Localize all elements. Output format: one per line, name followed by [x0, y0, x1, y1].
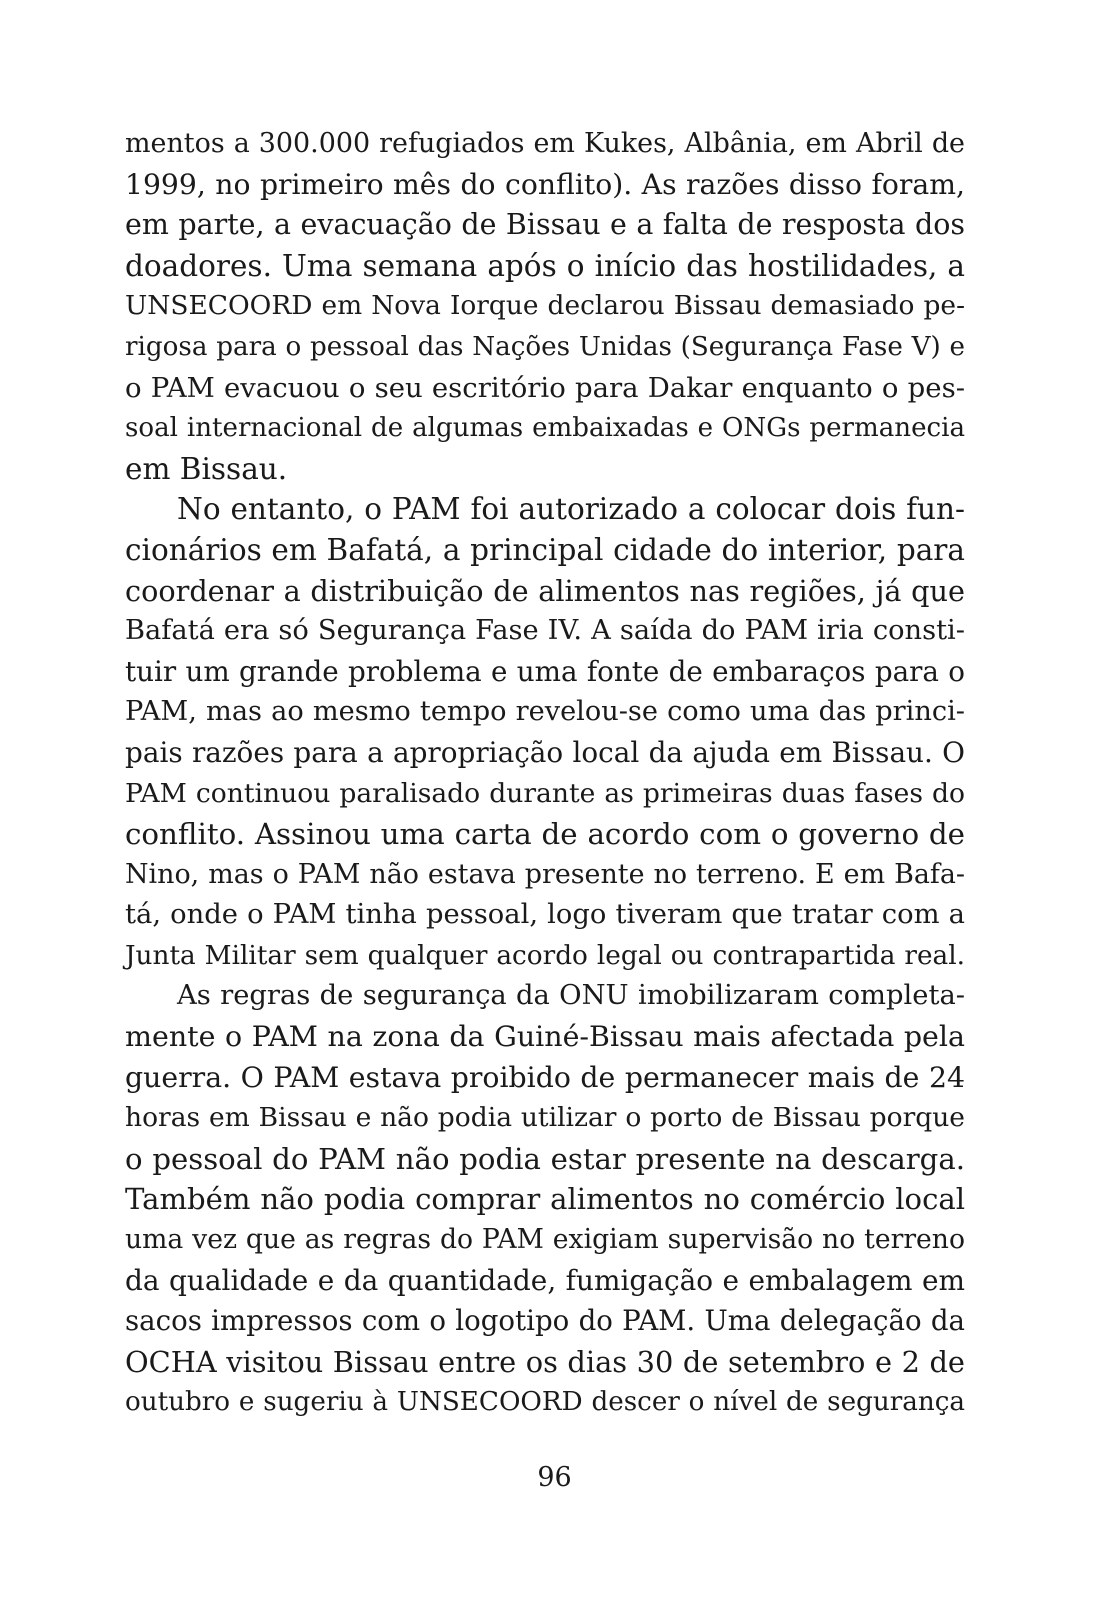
text-line: pais razões para a apropriação local da ajuda em Bissau. O [125, 735, 965, 769]
text-line: No entanto, o PAM foi autorizado a colocar dois fun- [177, 492, 965, 527]
text-line: tuir um grande problema e uma fonte de embaraços para o [125, 654, 965, 688]
text-line: da qualidade e da quantidade, fumigação e embalagem em [125, 1263, 965, 1297]
text-line: UNSECOORD em Nova Iorque declarou Bissau demasiado pe- [125, 290, 965, 322]
text-line: OCHA visitou Bissau entre os dias 30 de setembro e 2 de [125, 1344, 965, 1379]
text-line: o pessoal do PAM não podia estar presente na descarga. [125, 1141, 965, 1176]
text-line: PAM continuou paralisado durante as primeiras duas fases do [125, 777, 965, 809]
text-line: uma vez que as regras do PAM exigiam supervisão no terreno [125, 1224, 965, 1256]
text-line: tá, onde o PAM tinha pessoal, logo tiveram que tratar com a [125, 899, 965, 931]
text-line: guerra. O PAM estava proibido de permanecer mais de 24 [125, 1060, 965, 1094]
text-line: Também não podia comprar alimentos no comércio local [125, 1182, 965, 1217]
text-line: o PAM evacuou o seu escritório para Dakar enquanto o pes- [125, 371, 965, 404]
text-line: As regras de segurança da ONU imobilizaram completa- [177, 980, 965, 1012]
text-line: mente o PAM na zona da Guiné-Bissau mais afectada pela [125, 1020, 965, 1054]
text-line: em Bissau. [125, 451, 288, 486]
text-line: mentos a 300.000 refugiados em Kukes, Albânia, em Abril de [125, 128, 965, 159]
text-line: Nino, mas o PAM não estava presente no terreno. E em Bafa- [125, 858, 965, 890]
text-line: Junta Militar sem qualquer acordo legal ou contrapartida real. [125, 940, 965, 971]
body-text [125, 124, 965, 1423]
text-line: conflito. Assinou uma carta de acordo com o governo de [125, 817, 965, 852]
text-line: horas em Bissau e não podia utilizar o porto de Bissau porque [125, 1102, 965, 1134]
text-line: Bafatá era só Segurança Fase IV. A saída do PAM iria consti- [125, 615, 965, 647]
text-line: rigosa para o pessoal das Nações Unidas (Segurança Fase V) e [125, 331, 965, 362]
text-line: sacos impressos com o logotipo do PAM. Uma delegação da [125, 1304, 965, 1338]
text-line: doadores. Uma semana após o início das hostilidades, a [125, 248, 965, 283]
text-line: soal internacional de algumas embaixadas e ONGs permanecia [125, 413, 965, 444]
text-line: em parte, a evacuação de Bissau e a falta de resposta dos [125, 208, 965, 242]
text-line: outubro e sugeriu à UNSECOORD descer o nível de segurança [125, 1387, 965, 1418]
text-line: PAM, mas ao mesmo tempo revelou-se como uma das princi- [125, 696, 965, 728]
text-line: coordenar a distribuição de alimentos nas regiões, já que [125, 573, 965, 608]
text-line: cionários em Bafatá, a principal cidade do interior, para [125, 532, 965, 567]
page-number: 96 [537, 1462, 572, 1493]
text-line: 1999, no primeiro mês do conflito). As razões disso foram, [125, 167, 965, 201]
